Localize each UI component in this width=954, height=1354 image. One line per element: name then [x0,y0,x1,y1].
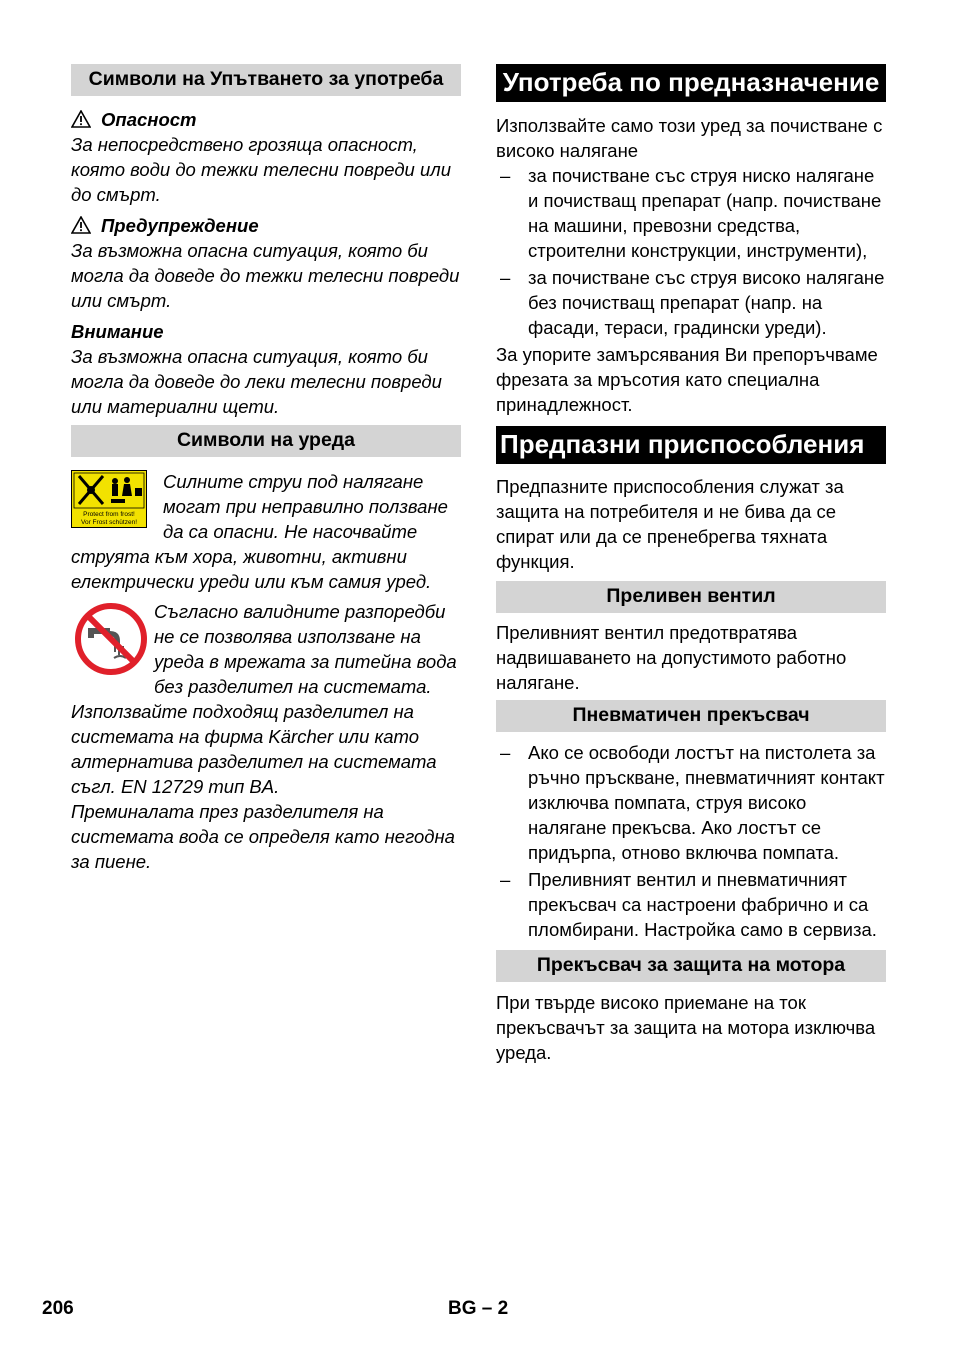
left-column [71,64,461,874]
section-heading-manual-symbols: Символи на Упътването за употреба [71,64,461,96]
warning-text: За възможна опасна ситуация, която би могла да доведе до тежки телесни повреди или смърт. [71,240,460,311]
jet-symbol-block [71,469,461,594]
motor-protection-text: При твърде високо приемане на ток прекъсвачът за защита на мотора изключва уреда. [496,992,876,1063]
danger-block [71,107,461,207]
section-heading-device-symbols: Символи на уреда [71,425,461,457]
warning-triangle-icon [71,110,91,128]
section-heading-safety-devices: Предпазни приспособления [496,426,886,464]
right-column [496,64,886,1065]
pressure-jet-warning-icon [71,470,147,528]
no-drinking-water-icon [74,602,148,676]
water-symbol-text-2: Преминалата през разделителя на системата вода се определя като негодна за пиене. [71,801,455,872]
frost-text-de: Vor Frost schützen! [81,519,137,526]
language-page-label: BG – 2 [448,1298,509,1319]
subheading-pressure-switch: Пневматичен прекъсвач [496,700,886,732]
water-symbol-block [71,599,461,874]
list-item: – Преливният вентил и пневматичният прекъсвач са настроени фабрично и са пломбирани. Настройка само в сервиза. [500,869,877,940]
list-item: – Ако се освободи лостът на пистолета за ръчно пръскване, пневматичният контакт изключва помпата, струя високо налягане прекъсва. Ако лостът се придърпа, отново включва помпата. [500,742,885,863]
subheading-motor-protection: Прекъсвач за защита на мотора [496,950,886,982]
subheading-overflow-valve: Преливен вентил [496,581,886,613]
intended-use-recommendation: За упорите замърсявания Ви препоръчваме фрезата за мръсотия като специална принадлежност. [496,344,878,415]
jet-symbol-text: Силните струи под налягане могат при неправилно ползване да са опасни. Не насочвайте струята към хора, животни, активни електрически уреди или към самия уред. [71,471,448,592]
intended-use-intro: Използвайте само този уред за почистване с високо налягане [496,115,883,161]
warning-triangle-icon [71,216,91,234]
page-number: 206 [42,1298,74,1319]
caution-label: Внимание [71,321,164,342]
intended-use-list [496,163,886,340]
water-symbol-text: Съгласно валидните разпоредби не се позволява използване на уреда в мрежата за питейна вода без разделител на системата. Използвайте подходящ разделител на системата на фирма Kärcher или като алтернатива разделител на системата съгл. EN 12729 тип BA. [71,601,457,797]
warning-block [71,213,461,313]
caution-text: За възможна опасна ситуация, която би могла да доведе до леки телесни повреди или материални щети. [71,346,442,417]
section-heading-intended-use: Употреба по предназначение [496,64,886,102]
overflow-valve-text: Преливният вентил предотвратява надвишаването на допустимото работно налягане. [496,622,847,693]
warning-label: Предупреждение [101,215,259,236]
caution-block [71,319,461,419]
list-item: – за почистване със струя ниско налягане и почистващ препарат (напр. почистване на машини, превозни средства, строителни конструкции, инструменти), [500,165,882,261]
safety-devices-text: Предпазните приспособления служат за защита на потребителя и не бива да се спират или да се пренебрегва тяхната функция. [496,476,844,572]
frost-text-en: Protect from frost! [83,511,135,518]
danger-text: За непосредствено грозяща опасност, която води до тежки телесни повреди или до смърт. [71,134,451,205]
pressure-switch-list [496,740,886,942]
list-item: – за почистване със струя високо налягане без почистващ препарат (напр. на фасади, тераси, градински уреди). [500,267,885,338]
danger-label: Опасност [101,109,197,130]
